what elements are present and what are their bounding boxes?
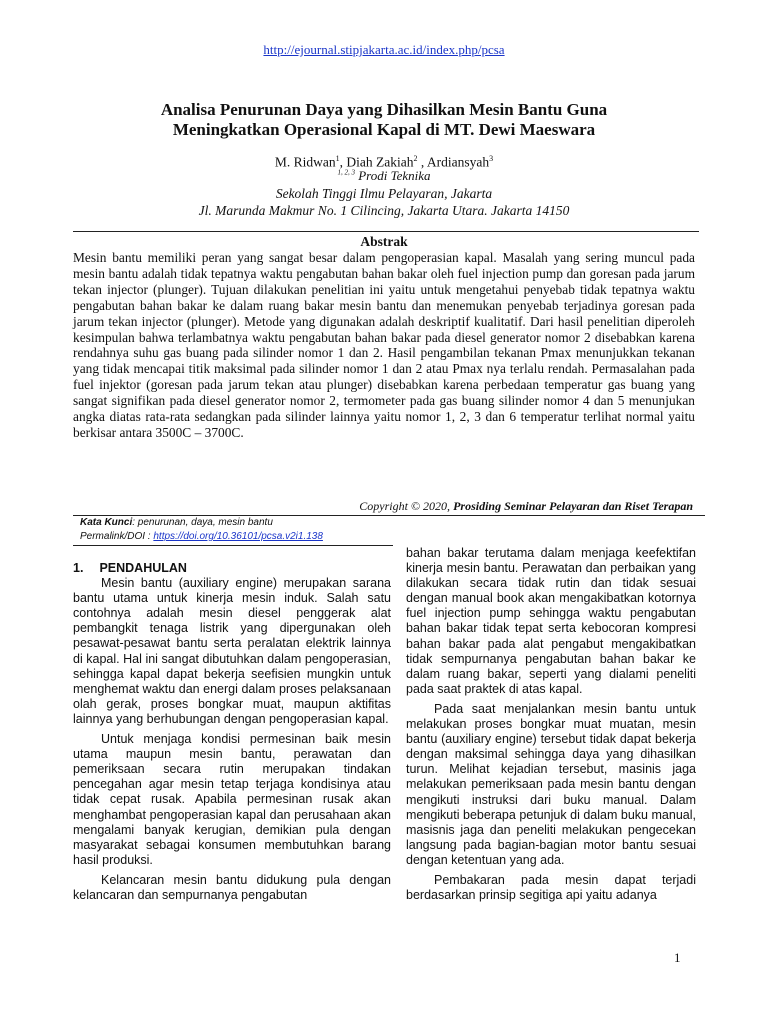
- keywords-label: Kata Kunci: [80, 517, 133, 528]
- divider-top: [73, 231, 699, 232]
- prodi-text: Prodi Teknika: [354, 168, 431, 183]
- keywords: [80, 517, 273, 528]
- copyright-line: [359, 499, 693, 514]
- author-2: , Diah Zakiah: [339, 154, 414, 170]
- section-heading: [73, 561, 391, 576]
- author-1: M. Ridwan: [274, 154, 336, 170]
- abstract-text: Mesin bantu memiliki peran yang sangat besar dalam pengoperasian kapal. Masalah yang sering muncul pada mesin bantu adalah tidak tepatnya waktu pengabutan bahan bakar oleh fuel injection pump dan goresan pada jarum tekan injector (plunger). Tujuan dilakukan penelitian ini yaitu untuk mengetahui penyebab tidak tepatnya waktu pengabutan bahan bakar ke dalam ruang bakar mesin bantu dan menemukan penyebab terjadinya goresan pada jarum tekan injector (plunger). Metode yang digunakan adalah deskriptif kualitatif. Dari hasil penelitian diperoleh kesimpulan bahwa terlambatnya waktu pengabutan bahan bakar pada diesel generator nomor 2 disebabkan karena rendahnya suhu gas buang pada silinder nomor 1 dan 2. Hasil pengambilan tekanan Pmax menunjukkan tekanan yang tidak mencapai titik maksimal pada silinder nomor 1 dan 2 atau Pmax nya terlalu rendah. Permasalahan pada fuel injektor (goresan pada jarum tekan atau plunger) disebabkan karena perbedaan temperatur gas buang yang sangat signifikan pada diesel generator nomor 2, termometer pada gas buang silinder nomor 4 dan 5 menunjukan angka diatas rata-rata sedangkan pada silinder lainnya yaitu nomor 1, 2, 3 dan 6 temperatur terlihat normal yaitu berkisar antara 3500C – 3700C.: [73, 250, 695, 440]
- section-title: PENDAHULAN: [99, 561, 187, 575]
- permalink: [80, 531, 323, 542]
- left-paragraph-2: Untuk menjaga kondisi permesinan baik mesin utama maupun mesin bantu, perawatan dan pemeriksaan secara rutin merupakan tindakan pencegahan agar mesin tetap terjaga kondisinya atau tidak cepat rusak. Apabila permesinan rusak akan menghambat pengoperasian kapal dan perusahaan akan mengalami banyak kerugian, demikian pula dengan masyarakat sebagai konsumen membutuhkan barang hasil produksi.: [73, 732, 391, 867]
- author-2-sup: 2: [413, 154, 418, 163]
- affiliation-prodi: [0, 168, 768, 184]
- journal-url: [0, 42, 768, 58]
- right-column: [406, 546, 696, 903]
- affiliation-school: Sekolah Tinggi Ilmu Pelayaran, Jakarta: [275, 186, 493, 201]
- divider-column: [73, 545, 393, 546]
- author-3: , Ardiansyah: [417, 154, 490, 170]
- journal-url-link[interactable]: http://ejournal.stipjakarta.ac.id/index.php/pcsa: [263, 42, 505, 57]
- right-paragraph-3: Pembakaran pada mesin dapat terjadi berdasarkan prinsip segitiga api yaitu adanya: [406, 872, 696, 903]
- author-1-sup: 1: [335, 154, 340, 163]
- divider-middle: [73, 515, 705, 516]
- copyright-venue: Prosiding Seminar Pelayaran dan Riset Terapan: [453, 499, 693, 513]
- paper-title: [80, 100, 688, 140]
- paper-title-line2: Meningkatkan Operasional Kapal di MT. Dewi Maeswara: [172, 120, 596, 139]
- doi-link[interactable]: https://doi.org/10.36101/pcsa.v2i1.138: [153, 531, 323, 542]
- copyright-prefix: Copyright © 2020,: [359, 499, 454, 513]
- prodi-sup: 1, 2, 3: [337, 168, 355, 177]
- abstract-heading: Abstrak: [360, 234, 408, 249]
- right-paragraph-1: bahan bakar terutama dalam menjaga keefektifan kinerja mesin bantu. Perawatan dan perbaikan yang dilakukan secara tidak rutin dan tidak sesuai dengan manual book akan mengakibatkan kotornya fuel injection pump sehingga waktu pengabutan bahan bakar tidak tepat serta kebocoran kompresi bahan bakar pada alat pengabut mengakibatkan tidak sempurnanya pengabutan bahan bakar ke dalam ruang bakar, seperti yang dialami peneliti pada saat praktek di atas kapal.: [406, 546, 696, 696]
- section-number: 1.: [73, 561, 84, 575]
- left-paragraph-3: Kelancaran mesin bantu didukung pula dengan kelancaran dan sempurnanya pengabutan: [73, 872, 391, 902]
- left-paragraph-1: Mesin bantu (auxiliary engine) merupakan sarana bantu utama untuk kinerja mesin induk. Salah satu contohnya adalah mesin diesel penggerak alat pembangkit tenaga listrik yang dipergunakan oleh pesawat-pesawat bantu serta peralatan elektrik lainnya di kapal. Hal ini sangat dibutuhkan dalam pengoperasian, sehingga kapal dapat bekerja seefisien mungkin untuk menghemat waktu dan energi dalam proses pelaksanaan olah gerak, proses bongkar muat, maupun aktifitas lainnya yang berhubungan dengan pengoperasian kapal.: [73, 576, 391, 726]
- keywords-value: : penurunan, daya, mesin bantu: [132, 517, 273, 528]
- author-3-sup: 3: [489, 154, 494, 163]
- permalink-label: Permalink/DOI :: [80, 531, 154, 542]
- left-column: [73, 561, 391, 903]
- affiliation-address: Jl. Marunda Makmur No. 1 Cilincing, Jakarta Utara. Jakarta 14150: [198, 203, 570, 218]
- right-paragraph-2: Pada saat menjalankan mesin bantu untuk melakukan proses bongkar muat muatan, mesin bantu (auxiliary engine) tersebut tidak dapat bekerja dengan maksimal sehingga daya yang dihasilkan turun. Melihat kejadian tersebut, masinis jaga melakukan pemeriksaan pada mesin bantu dengan mengikuti instruksi dari buku manual. Dalam mengikuti beberapa petunjuk di dalam buku manual, masisnis jaga dan peneliti melakukan pengecekan langsung pada bagian-bagian motor bantu sesuai dengan ketentuan yang ada.: [406, 701, 696, 867]
- page-number: 1: [674, 950, 681, 965]
- paper-title-line1: Analisa Penurunan Daya yang Dihasilkan Mesin Bantu Guna: [160, 100, 608, 119]
